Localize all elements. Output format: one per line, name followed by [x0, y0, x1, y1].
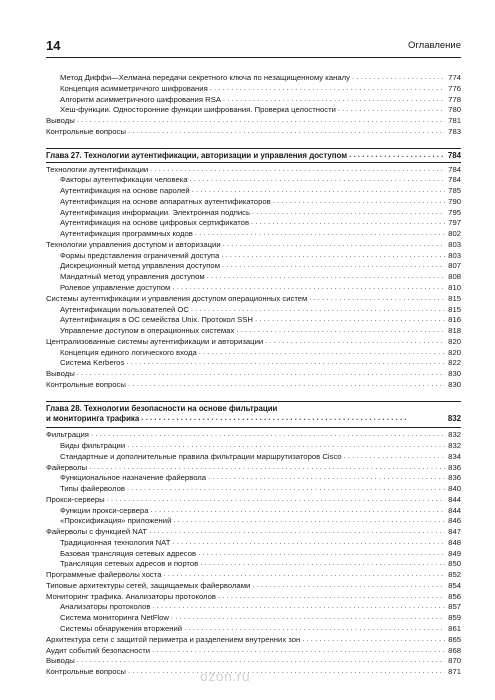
toc-entry-page: 783 — [448, 126, 461, 136]
toc-entry-title: Выводы — [46, 116, 75, 126]
dot-leader — [151, 505, 446, 516]
toc-entry-page: 778 — [448, 94, 461, 104]
toc-entry-title: Мандатный метод управления доступом — [60, 272, 205, 282]
toc-entry-title: Трансляция сетевых адресов и портов — [60, 559, 199, 569]
dot-leader — [126, 357, 445, 368]
toc-entry-page: 848 — [448, 537, 461, 547]
toc-entry-title: Традиционная технология NAT — [60, 537, 171, 547]
dot-leader — [107, 494, 445, 505]
toc-entry-page: 785 — [448, 186, 461, 196]
toc-entry-page: 795 — [448, 207, 461, 217]
toc-entry-page: 854 — [448, 580, 461, 590]
toc-entry-title: Типовые архитектуры сетей, защищаемых файерволами — [46, 580, 251, 590]
dot-leader — [210, 83, 445, 94]
toc-entry-page: 815 — [448, 304, 461, 314]
page-number: 14 — [46, 38, 61, 53]
dot-leader — [223, 239, 446, 250]
toc-entry-title: Аутентификация программных кодов — [60, 229, 193, 239]
toc-entry-title: Выводы — [46, 656, 75, 666]
dot-leader — [77, 655, 445, 666]
dot-leader — [252, 580, 445, 591]
toc-entry-page: 808 — [448, 272, 461, 282]
toc-entry-page: 820 — [448, 347, 461, 357]
chapter-28-heading-line1: Глава 28. Технологии безопасности на основе фильтрации — [46, 403, 278, 413]
toc-entry-page: 830 — [448, 369, 461, 379]
toc-entry-page: 807 — [448, 261, 461, 271]
toc-entry-page: 803 — [448, 250, 461, 260]
toc-entry-page: 816 — [448, 315, 461, 325]
dot-leader — [152, 645, 445, 656]
toc-entry-page: 815 — [448, 293, 461, 303]
chapter-27-heading[interactable]: Глава 27. Технологии аутентификации, авторизации и управления доступом . . . 784 — [46, 149, 461, 162]
dot-leader — [255, 314, 445, 325]
toc-entry-page: 780 — [448, 105, 461, 115]
toc-entry-page: 803 — [448, 239, 461, 249]
toc-entry[interactable] — [46, 667, 461, 678]
dot-leader — [221, 250, 445, 261]
toc-entry-page: 865 — [448, 634, 461, 644]
toc-entry-title: Функциональное назначение файервола — [60, 473, 207, 483]
dot-leader — [198, 548, 445, 559]
toc-entry-page: 868 — [448, 645, 461, 655]
dot-leader — [173, 515, 445, 526]
dot-leader — [309, 293, 445, 304]
toc-entry-page: 857 — [448, 602, 461, 612]
dot-leader — [251, 217, 445, 228]
dot-leader — [208, 472, 445, 483]
toc-entry-title: Управление доступом в операционных системах — [60, 326, 235, 336]
toc-entry-page: 840 — [448, 484, 461, 494]
toc-entry-title: Аутентификация в ОС семейства Unix. Протокол SSH — [60, 315, 253, 325]
toc-entry-title: Аутентификация на основе паролей — [60, 186, 190, 196]
toc-entry-page: 871 — [448, 667, 461, 677]
toc-entry-page: 818 — [448, 326, 461, 336]
dot-leader — [222, 260, 445, 271]
toc-entry-title: Контрольные вопросы — [46, 667, 126, 677]
toc-entry-title: Контрольные вопросы — [46, 379, 126, 389]
toc-entry-page: 836 — [448, 473, 461, 483]
dot-leader — [265, 336, 445, 347]
dot-leader — [190, 174, 446, 185]
toc-entry-title: Системы обнаружения вторжений — [60, 623, 183, 633]
header-rule — [46, 57, 461, 58]
toc-entry-page: 832 — [448, 440, 461, 450]
toc-entry-page: 847 — [448, 527, 461, 537]
dot-leader — [195, 228, 445, 239]
toc-entry-title: Файерволы — [46, 462, 88, 472]
toc-entry-page: 846 — [448, 516, 461, 526]
toc-entry-title: Аутентификация на основе аппаратных аутентификаторов — [60, 196, 271, 206]
toc-entry-title: Концепция единого логического входа — [60, 347, 197, 357]
toc-entry-title: Аутентификации пользователей ОС — [60, 304, 189, 314]
toc-entry-title: Факторы аутентификации человека — [60, 175, 188, 185]
dot-leader — [236, 325, 445, 336]
toc-entry-page: 870 — [448, 656, 461, 666]
toc-entry-title: Аутентификация на основе цифровых сертификатов — [60, 218, 250, 228]
toc-entry-title: Системы аутентификации и управления доступом операционных систем — [46, 293, 308, 303]
toc-entry-page: 830 — [448, 379, 461, 389]
dot-leader — [207, 271, 446, 282]
dot-leader — [172, 537, 445, 548]
toc-entry-page: 797 — [448, 218, 461, 228]
toc-entry-page: 774 — [448, 72, 461, 82]
dot-leader — [149, 526, 445, 537]
dot-leader — [344, 451, 446, 462]
dot-leader — [252, 207, 445, 218]
toc-entry-title: Контрольные вопросы — [46, 126, 126, 136]
toc-entry-page: 850 — [448, 559, 461, 569]
dot-leader — [150, 164, 445, 175]
toc-entry-page: 856 — [448, 591, 461, 601]
toc-entry-title: Анализаторы протоколов — [60, 602, 151, 612]
toc-entry-title: Система мониторинга NetFlow — [60, 613, 169, 623]
toc-entry-title: Формы представления ограничений доступа — [60, 250, 220, 260]
chapter-27-entries — [46, 165, 461, 391]
page-header — [46, 38, 461, 56]
dot-leader — [128, 666, 445, 677]
toc-entry-title: Фильтрация — [46, 430, 89, 440]
toc-entry-title: Ролевое управление доступом — [60, 283, 171, 292]
dot-leader — [77, 368, 445, 379]
toc-entry-title: Централизованные системы аутентификации и авторизации — [46, 336, 264, 346]
dot-leader — [273, 196, 445, 207]
toc-entry-title: Архитектура сети с защитой периметра и разделением внутренних зон — [46, 634, 301, 644]
dot-leader — [191, 304, 445, 315]
toc-entry-title: Базовая трансляция сетевых адресов — [60, 548, 197, 558]
dot-leader — [172, 282, 445, 293]
dot-leader — [192, 185, 446, 196]
dot-leader — [77, 115, 445, 126]
running-title: Оглавление — [408, 40, 461, 51]
toc-entry-page: 820 — [448, 336, 461, 346]
toc-entry-title: Система Kerberos — [60, 358, 125, 368]
toc-entry-page: 861 — [448, 623, 461, 633]
toc-entry-title: Технологии аутентификации — [46, 164, 149, 174]
toc-entry-title: «Проксификация» приложений — [60, 516, 172, 526]
toc-entry[interactable] — [46, 380, 461, 391]
toc-entry-page: 849 — [448, 548, 461, 558]
toc-entry-title: Файерволы с функцией NAT — [46, 527, 148, 537]
chapter-28-rule — [46, 401, 461, 402]
toc-entry-title: Стандартные и дополнительные правила фильтрации маршрутизаторов Cisco — [60, 451, 342, 461]
pre-entries — [46, 73, 461, 138]
dot-leader — [163, 569, 445, 580]
watermark: ozon.ru — [200, 668, 251, 684]
toc-entry-page: 844 — [448, 494, 461, 504]
toc-entry-page: 859 — [448, 613, 461, 623]
chapter-28-heading[interactable]: и мониторинга трафика . . . 832 — [46, 414, 461, 425]
chapter-27-underrule — [46, 162, 461, 163]
toc-entry-page: 852 — [448, 570, 461, 580]
toc-entry-title: Метод Диффи—Хелмана передачи секретного ключа по незащищенному каналу — [60, 72, 350, 82]
toc-entry-title: Виды фильтрации — [60, 440, 126, 450]
toc-entry-page: 836 — [448, 462, 461, 472]
toc-entry-title: Типы файерволов — [60, 484, 125, 494]
toc-entry-page: 844 — [448, 505, 461, 515]
toc-entry-page: 832 — [448, 430, 461, 440]
chapter-28-entries — [46, 430, 461, 678]
toc-entry-title: Дискреционный метод управления доступом — [60, 261, 220, 271]
dot-leader — [218, 591, 445, 602]
toc-entry-title: Мониторинг трафика. Анализаторы протоколов — [46, 591, 216, 601]
dot-leader — [171, 612, 445, 623]
toc-entry-title: Аудит событий безопасности — [46, 645, 151, 655]
dot-leader — [200, 558, 445, 569]
dot-leader — [184, 623, 445, 634]
dot-leader — [89, 462, 445, 473]
toc-entry-title: Алгоритм асимметричного шифрования RSA — [60, 94, 221, 104]
toc-entry-page: 776 — [448, 83, 461, 93]
toc-entry-page: 784 — [448, 164, 461, 174]
dot-leader — [128, 126, 445, 137]
dot-leader — [91, 429, 445, 440]
toc-entry-page: 790 — [448, 196, 461, 206]
toc-entry-page: 834 — [448, 451, 461, 461]
table-of-contents — [46, 73, 461, 678]
toc-entry-title: Прокси-серверы — [46, 494, 105, 504]
dot-leader — [127, 440, 445, 451]
toc-entry-title: Программные файерволы хоста — [46, 570, 162, 580]
toc-entry[interactable] — [46, 127, 461, 138]
toc-entry-page: 784 — [448, 175, 461, 185]
toc-entry-page: 810 — [448, 283, 461, 292]
chapter-28-underrule — [46, 427, 461, 428]
dot-leader — [338, 104, 445, 115]
toc-entry-title: Функции прокси-сервера — [60, 505, 149, 515]
dot-leader — [352, 72, 445, 83]
toc-entry-title: Технологии управления доступом и авторизации — [46, 239, 221, 249]
toc-entry-page: 822 — [448, 358, 461, 368]
toc-entry-page: 802 — [448, 229, 461, 239]
toc-entry-title: Концепция асимметричного шифрования — [60, 83, 208, 93]
dot-leader — [128, 379, 445, 390]
toc-entry-title: Аутентификация информации. Электронная подпись — [60, 207, 250, 217]
toc-entry-title: Хеш-функции. Односторонние функции шифрования. Проверка целостности — [60, 105, 336, 115]
dot-leader — [223, 94, 445, 105]
toc-entry-title: Выводы — [46, 369, 75, 379]
dot-leader — [199, 347, 445, 358]
dot-leader — [152, 601, 445, 612]
toc-entry-page: 781 — [448, 116, 461, 126]
dot-leader — [302, 634, 445, 645]
dot-leader — [127, 483, 445, 494]
